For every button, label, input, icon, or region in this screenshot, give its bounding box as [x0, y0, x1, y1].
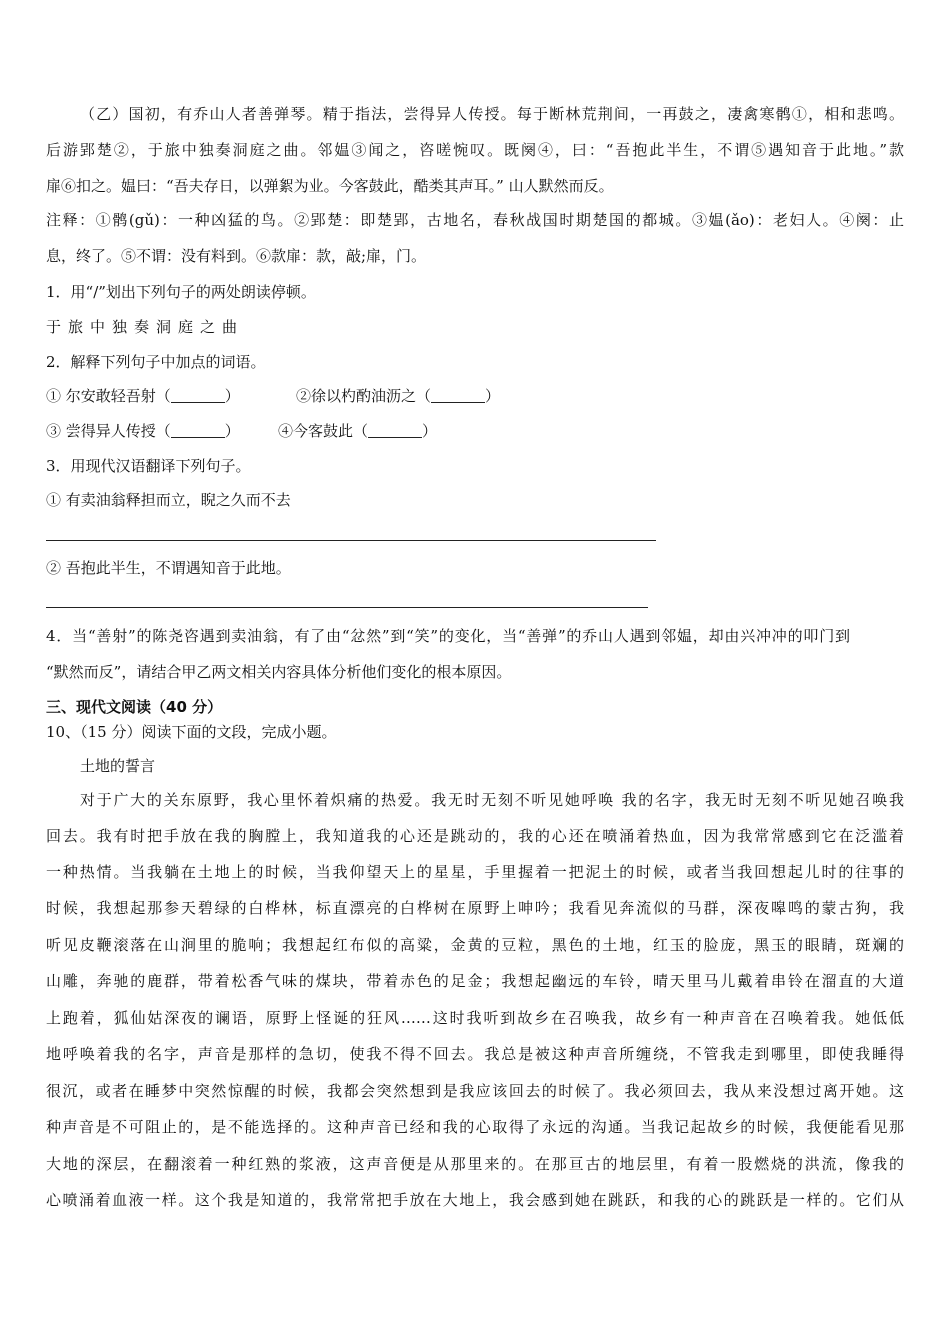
- question-1-prompt: 1．用“/”划出下列句子的两处朗读停顿。: [46, 283, 316, 301]
- question-3-sentence-1: ① 有卖油翁释担而立，睨之久而不去: [46, 491, 291, 509]
- question-3-sentence-2: ② 吾抱此半生，不谓遇知音于此地。: [46, 559, 291, 577]
- essay-line-2: 回去。我有时把手放在我的胸膛上，我知道我的心还是跳动的，我的心还在喷涌着热血，因为我常常感到它在泛滥着: [46, 827, 904, 845]
- item-4-text: ④今客鼓此（: [278, 422, 369, 440]
- answer-blank[interactable]: [171, 388, 225, 403]
- essay-line-5: 听见皮鞭滚落在山涧里的脆响；我想起红布似的高粱，金黄的豆粒，黑色的土地，红玉的脸庞，黑玉的眼睛，斑斓的: [46, 936, 904, 954]
- passage-yi-line-2: 后游郢楚②，于旅中独奏洞庭之曲。邻媪③闻之，咨嗟惋叹。既阕④，曰：“吾抱此半生，不谓⑤遇知音于此地。”款: [46, 141, 904, 159]
- item-2-text: ②徐以杓酌油沥之（: [296, 387, 432, 405]
- answer-line-2[interactable]: [46, 607, 648, 608]
- essay-line-11: 大地的深层，在翻滚着一种红熟的浆液，这声音便是从那里来的。在那亘古的地层里，有着一股燃烧的洪流，像我的: [46, 1155, 904, 1173]
- item-1-text: ① 尔安敢轻吾射（: [46, 387, 171, 405]
- answer-blank[interactable]: [171, 423, 225, 438]
- question-4-line-2: “默然而反”，请结合甲乙两文相关内容具体分析他们变化的根本原因。: [46, 663, 512, 681]
- essay-title: 土地的誓言: [80, 757, 156, 775]
- item-4-close: ）: [422, 422, 438, 440]
- notes-line-1: 注释：①鹘(gǔ)：一种凶猛的鸟。②郢楚：即楚郢，古地名，春秋战国时期楚国的都城。③媪(ǎo)：老妇人。④阕：止: [46, 211, 904, 229]
- question-2-item-2: [296, 386, 500, 406]
- essay-line-1: 对于广大的关东原野，我心里怀着炽痛的热爱。我无时无刻不听见她呼唤 我的名字，我无时无刻不听见她召唤我: [80, 791, 904, 809]
- essay-line-6: 山雕，奔驰的鹿群，带着松香气味的煤块，带着赤色的足金；我想起幽远的车铃，晴天里马儿戴着串铃在溜直的大道: [46, 972, 904, 990]
- essay-line-9: 很沉，或者在睡梦中突然惊醒的时候，我都会突然想到是我应该回去的时候了。我必须回去，我从来没想过离开她。这: [46, 1082, 904, 1100]
- item-2-close: ）: [485, 387, 501, 405]
- essay-line-4: 时候，我想起那参天碧绿的白桦林，标直漂亮的白桦树在原野上呻吟；我看见奔流似的马群，深夜嗥鸣的蒙古狗，我: [46, 899, 904, 917]
- passage-yi-line-3: 扉⑥扣之。媪曰：“吾夫存日，以弹絮为业。今客鼓此，酷类其声耳。” 山人默然而反。: [46, 177, 614, 195]
- essay-line-7: 上跑着，狐仙姑深夜的谰语，原野上怪诞的狂风……这时我听到故乡在召唤我，故乡有一种声音在召唤着我。她低低: [46, 1009, 904, 1027]
- question-10-prompt: 10、（15 分）阅读下面的文段，完成小题。: [46, 723, 337, 741]
- question-1-sentence: 于旅中独奏洞庭之曲: [46, 318, 245, 336]
- essay-line-8: 地呼唤着我的名字，声音是那样的急切，使我不得不回去。我总是被这种声音所缠绕，不管我走到哪里，即使我睡得: [46, 1045, 904, 1063]
- answer-blank[interactable]: [431, 388, 485, 403]
- section-3-heading: 三、现代文阅读（40 分）: [46, 698, 223, 716]
- passage-yi-line-1: （乙）国初，有乔山人者善弹琴。精于指法，尝得异人传授。每于断林荒荆间，一再鼓之，凄禽寒鹘①，相和悲鸣。: [80, 105, 904, 123]
- item-3-text: ③ 尝得异人传授（: [46, 422, 171, 440]
- answer-blank[interactable]: [368, 423, 422, 438]
- item-3-close: ）: [224, 422, 240, 440]
- question-2-item-1: [46, 386, 240, 406]
- item-1-close: ）: [224, 387, 240, 405]
- essay-line-10: 种声音是不可阻止的，是不能选择的。这种声音已经和我的心取得了永远的沟通。当我记起故乡的时候，我便能看见那: [46, 1118, 904, 1136]
- question-2-prompt: 2．解释下列句子中加点的词语。: [46, 353, 266, 371]
- question-3-prompt: 3．用现代汉语翻译下列句子。: [46, 457, 251, 475]
- answer-line-1[interactable]: [46, 540, 656, 541]
- question-2-item-4: [278, 421, 437, 441]
- essay-line-3: 一种热情。当我躺在土地上的时候，当我仰望天上的星星，手里握着一把泥土的时候，或者当我回想起儿时的往事的: [46, 863, 904, 881]
- notes-line-2: 息，终了。⑤不谓：没有料到。⑥款扉：款，敲;扉，门。: [46, 247, 427, 265]
- essay-line-12: 心喷涌着血液一样。这个我是知道的，我常常把手放在大地上，我会感到她在跳跃，和我的心的跳跃是一样的。它们从: [46, 1191, 904, 1209]
- question-4-line-1: 4．当“善射”的陈尧咨遇到卖油翁，有了由“忿然”到“笑”的变化，当“善弹”的乔山人遇到邻媪，却由兴冲冲的叩门到: [46, 627, 850, 645]
- question-2-item-3: [46, 421, 240, 441]
